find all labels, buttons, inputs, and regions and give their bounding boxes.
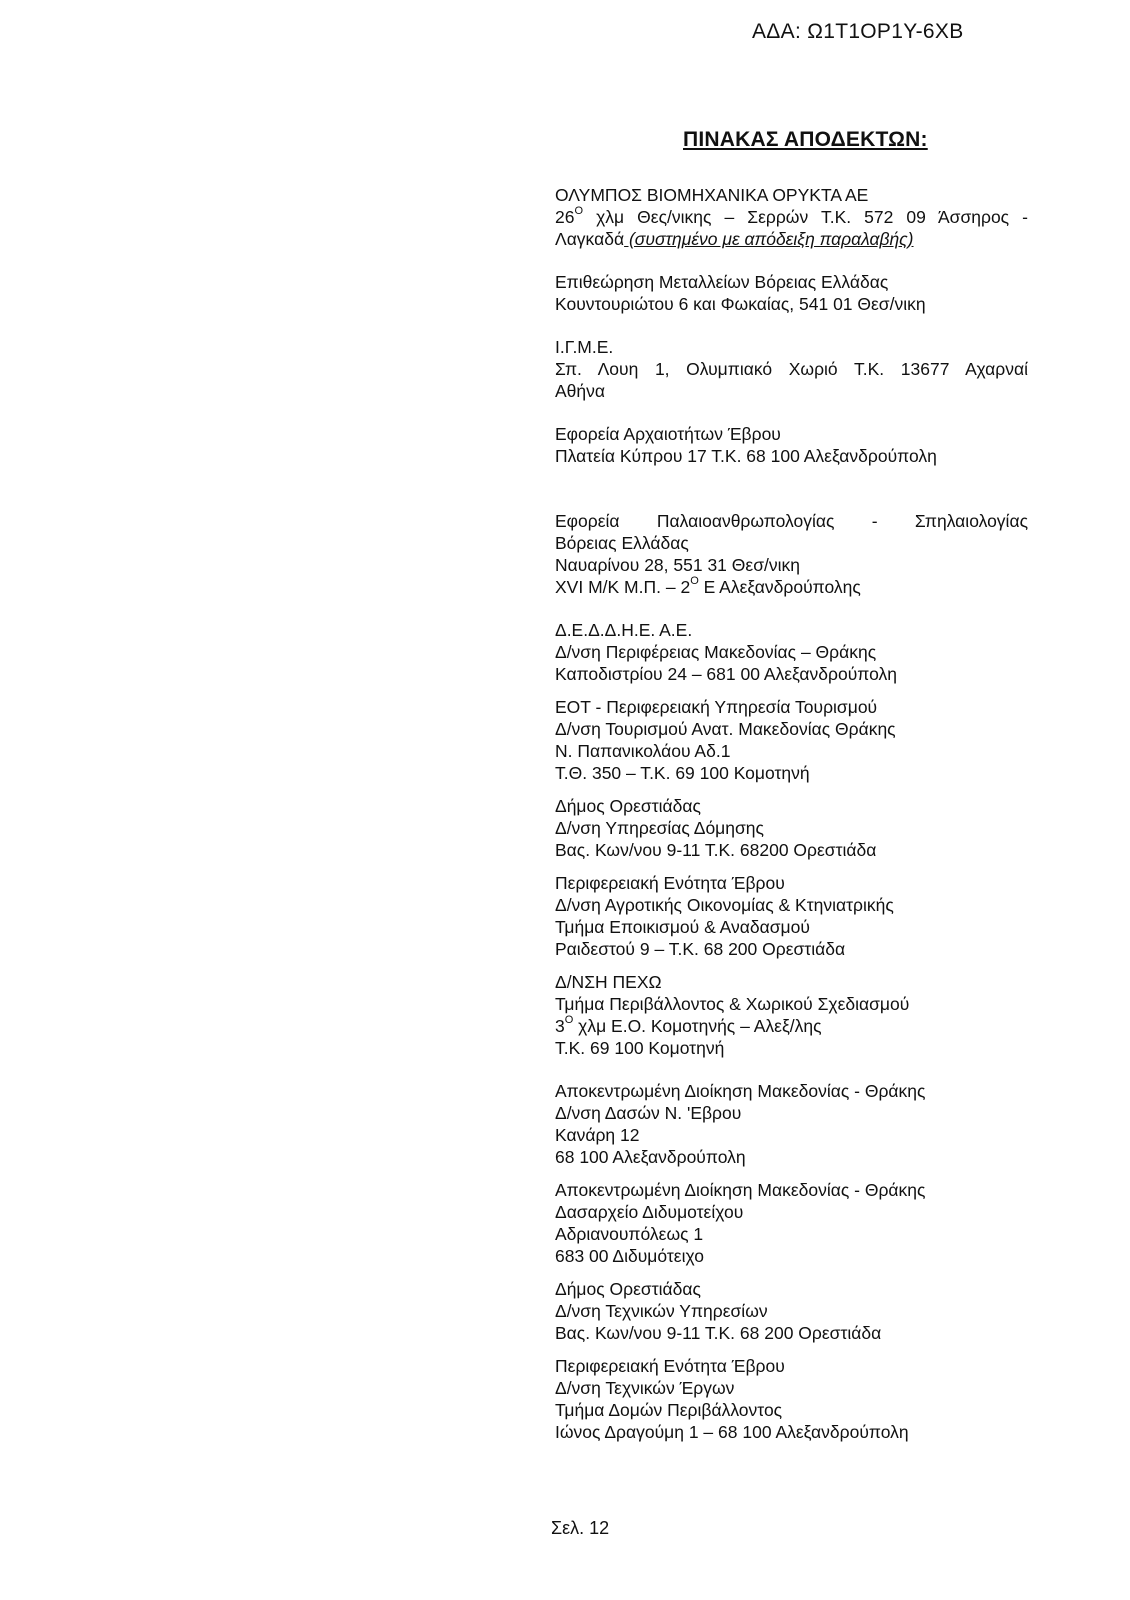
line-text: Εφορεία Αρχαιοτήτων Έβρου: [555, 424, 781, 444]
line-text: Δ/νση Υπηρεσίας Δόμησης: [555, 818, 764, 838]
recipient-line: [555, 380, 1028, 402]
line-text: Βας. Κων/νου 9-11 Τ.Κ. 68 200 Ορεστιάδα: [555, 1323, 882, 1343]
recipient-line: [555, 839, 1028, 861]
line-text: Τμήμα Εποικισμού & Αναδασμού: [555, 917, 810, 937]
line-text: Τ.Κ. 69 100 Κομοτηνή: [555, 1038, 725, 1058]
recipient-line: [555, 184, 1028, 206]
line-text: Ναυαρίνου 28, 551 31 Θεσ/νικη: [555, 555, 800, 575]
recipient-block: [555, 795, 1028, 861]
recipient-line: [555, 1355, 1028, 1377]
recipient-block: [555, 1278, 1028, 1344]
line-text: ΕΟΤ - Περιφερειακή Υπηρεσία Τουρισμού: [555, 697, 878, 717]
recipient-line: [555, 1278, 1028, 1300]
line-text: Κανάρη 12: [555, 1125, 640, 1145]
line-text: Τμήμα Δομών Περιβάλλοντος: [555, 1400, 783, 1420]
recipient-line: [555, 971, 1028, 993]
recipient-line: [555, 423, 1028, 445]
recipient-line: [555, 206, 1028, 228]
recipient-block: [555, 1355, 1028, 1443]
recipient-block: [555, 271, 1028, 315]
line-text: Τ.Θ. 350 – Τ.Κ. 69 100 Κομοτηνή: [555, 763, 810, 783]
ordinal-superscript: Ο: [564, 1014, 574, 1027]
line-text: Δ/νση Αγροτικής Οικονομίας & Κτηνιατρικής: [555, 895, 894, 915]
recipient-block: [555, 872, 1028, 960]
recipient-line: [555, 1399, 1028, 1421]
line-text: Δ/νση Τεχνικών Υπηρεσίων: [555, 1301, 768, 1321]
recipient-block: [555, 184, 1028, 250]
recipient-line: [555, 795, 1028, 817]
recipient-line: [555, 1322, 1028, 1344]
line-text: ΟΛΥΜΠΟΣ ΒΙΟΜΗΧΑΝΙΚΑ ΟΡΥΚΤΑ ΑΕ: [555, 185, 869, 205]
line-text: Δ/νση Δασών Ν. 'Εβρου: [555, 1103, 742, 1123]
recipient-line: [555, 358, 1028, 380]
line-text: χλμ Ε.Ο. Κομοτηνής – Αλεξ/λης: [573, 1016, 822, 1036]
line-prefix: 26: [555, 207, 575, 227]
line-text: Λαγκαδά: [555, 229, 625, 249]
line-text: Αποκεντρωμένη Διοίκηση Μακεδονίας - Θράκης: [555, 1081, 926, 1101]
line-prefix: 3: [555, 1016, 565, 1036]
line-text: χλμ Θες/νικης – Σερρών Τ.Κ. 572 09 Άσσηρος -: [583, 207, 1028, 227]
line-text: Δήμος Ορεστιάδας: [555, 796, 701, 816]
line-text: Δήμος Ορεστιάδας: [555, 1279, 701, 1299]
recipient-line: [555, 696, 1028, 718]
line-text: Ραιδεστού 9 – Τ.Κ. 68 200 Ορεστιάδα: [555, 939, 846, 959]
line-prefix: XVI Μ/Κ Μ.Π. – 2: [555, 577, 691, 597]
recipient-line: [555, 228, 1028, 250]
recipient-block: [555, 619, 1028, 685]
recipient-line: [555, 872, 1028, 894]
line-text: Τμήμα Περιβάλλοντος & Χωρικού Σχεδιασμού: [555, 994, 910, 1014]
recipient-block: [555, 696, 1028, 784]
line-text: Αθήνα: [555, 381, 606, 401]
ada-document-id: ΑΔΑ: Ω1Τ1ΟΡ1Υ-6ΧΒ: [752, 20, 964, 43]
recipient-line: [555, 1201, 1028, 1223]
recipient-block: [555, 510, 1028, 598]
line-text: Πλατεία Κύπρου 17 Τ.Κ. 68 100 Αλεξανδρούπολη: [555, 446, 937, 466]
line-text: Κουντουριώτου 6 και Φωκαίας, 541 01 Θεσ/νικη: [555, 294, 926, 314]
recipient-line: [555, 1015, 1028, 1037]
line-text: Ε Αλεξανδρούπολης: [698, 577, 861, 597]
line-text: Καποδιστρίου 24 – 681 00 Αλεξανδρούπολη: [555, 664, 897, 684]
line-text: Επιθεώρηση Μεταλλείων Βόρειας Ελλάδας: [555, 272, 889, 292]
recipient-line: [555, 663, 1028, 685]
recipient-line: [555, 1300, 1028, 1322]
line-text: Αποκεντρωμένη Διοίκηση Μακεδονίας - Θράκης: [555, 1180, 926, 1200]
line-text: Εφορεία Παλαιοανθρωπολογίας - Σπηλαιολογίας: [555, 511, 1028, 531]
recipient-block: [555, 336, 1028, 402]
line-text: Ι.Γ.Μ.Ε.: [555, 337, 614, 357]
line-text: Σπ. Λουη 1, Ολυμπιακό Χωριό Τ.Κ. 13677 Αχαρναί: [555, 359, 1028, 379]
recipient-line: [555, 1179, 1028, 1201]
recipient-line: [555, 718, 1028, 740]
recipient-line: [555, 1037, 1028, 1059]
recipient-block: [555, 1080, 1028, 1168]
recipient-line: [555, 619, 1028, 641]
ordinal-superscript: Ο: [574, 205, 584, 218]
line-text: Δ/νση Τουρισμού Ανατ. Μακεδονίας Θράκης: [555, 719, 896, 739]
recipient-line: [555, 740, 1028, 762]
recipient-line: [555, 1146, 1028, 1168]
line-text: Βας. Κων/νου 9-11 Τ.Κ. 68200 Ορεστιάδα: [555, 840, 877, 860]
recipient-line: [555, 916, 1028, 938]
line-text: 683 00 Διδυμότειχο: [555, 1246, 704, 1266]
line-text: Περιφερειακή Ενότητα Έβρου: [555, 873, 785, 893]
recipient-line: [555, 445, 1028, 467]
recipients-table-title: ΠΙΝΑΚΑΣ ΑΠΟΔΕΚΤΩΝ:: [683, 128, 928, 151]
line-text: Ιώνος Δραγούμη 1 – 68 100 Αλεξανδρούπολη: [555, 1422, 909, 1442]
recipient-line: [555, 532, 1028, 554]
recipient-line: [555, 271, 1028, 293]
line-text: Αδριανουπόλεως 1: [555, 1224, 704, 1244]
recipients-list: [555, 184, 1028, 1443]
registered-mail-note: (συστημένο με απόδειξη παραλαβής): [624, 229, 914, 249]
recipient-line: [555, 1080, 1028, 1102]
line-text: Βόρειας Ελλάδας: [555, 533, 689, 553]
recipient-line: [555, 993, 1028, 1015]
recipient-line: [555, 641, 1028, 663]
line-text: Περιφερειακή Ενότητα Έβρου: [555, 1356, 785, 1376]
line-text: 68 100 Αλεξανδρούπολη: [555, 1147, 746, 1167]
ordinal-superscript: Ο: [690, 575, 699, 588]
recipient-line: [555, 1377, 1028, 1399]
recipient-line: [555, 510, 1028, 532]
recipient-line: [555, 1223, 1028, 1245]
line-text: Δ.Ε.Δ.Δ.Η.Ε. Α.Ε.: [555, 620, 693, 640]
page-number: Σελ. 12: [551, 1518, 610, 1538]
recipient-line: [555, 293, 1028, 315]
recipient-line: [555, 336, 1028, 358]
recipient-line: [555, 1124, 1028, 1146]
recipient-line: [555, 817, 1028, 839]
recipient-line: [555, 1102, 1028, 1124]
recipient-line: [555, 1245, 1028, 1267]
line-text: Δασαρχείο Διδυμοτείχου: [555, 1202, 744, 1222]
recipient-line: [555, 938, 1028, 960]
recipient-line: [555, 762, 1028, 784]
recipient-line: [555, 554, 1028, 576]
recipient-line: [555, 894, 1028, 916]
line-text: Δ/ΝΣΗ ΠΕΧΩ: [555, 972, 662, 992]
recipient-block: [555, 971, 1028, 1059]
recipient-line: [555, 1421, 1028, 1443]
line-text: Δ/νση Περιφέρειας Μακεδονίας – Θράκης: [555, 642, 877, 662]
recipient-block: [555, 423, 1028, 467]
recipient-line: [555, 576, 1028, 598]
line-text: Ν. Παπανικολάου Αδ.1: [555, 741, 731, 761]
recipient-block: [555, 1179, 1028, 1267]
line-text: Δ/νση Τεχνικών Έργων: [555, 1378, 735, 1398]
